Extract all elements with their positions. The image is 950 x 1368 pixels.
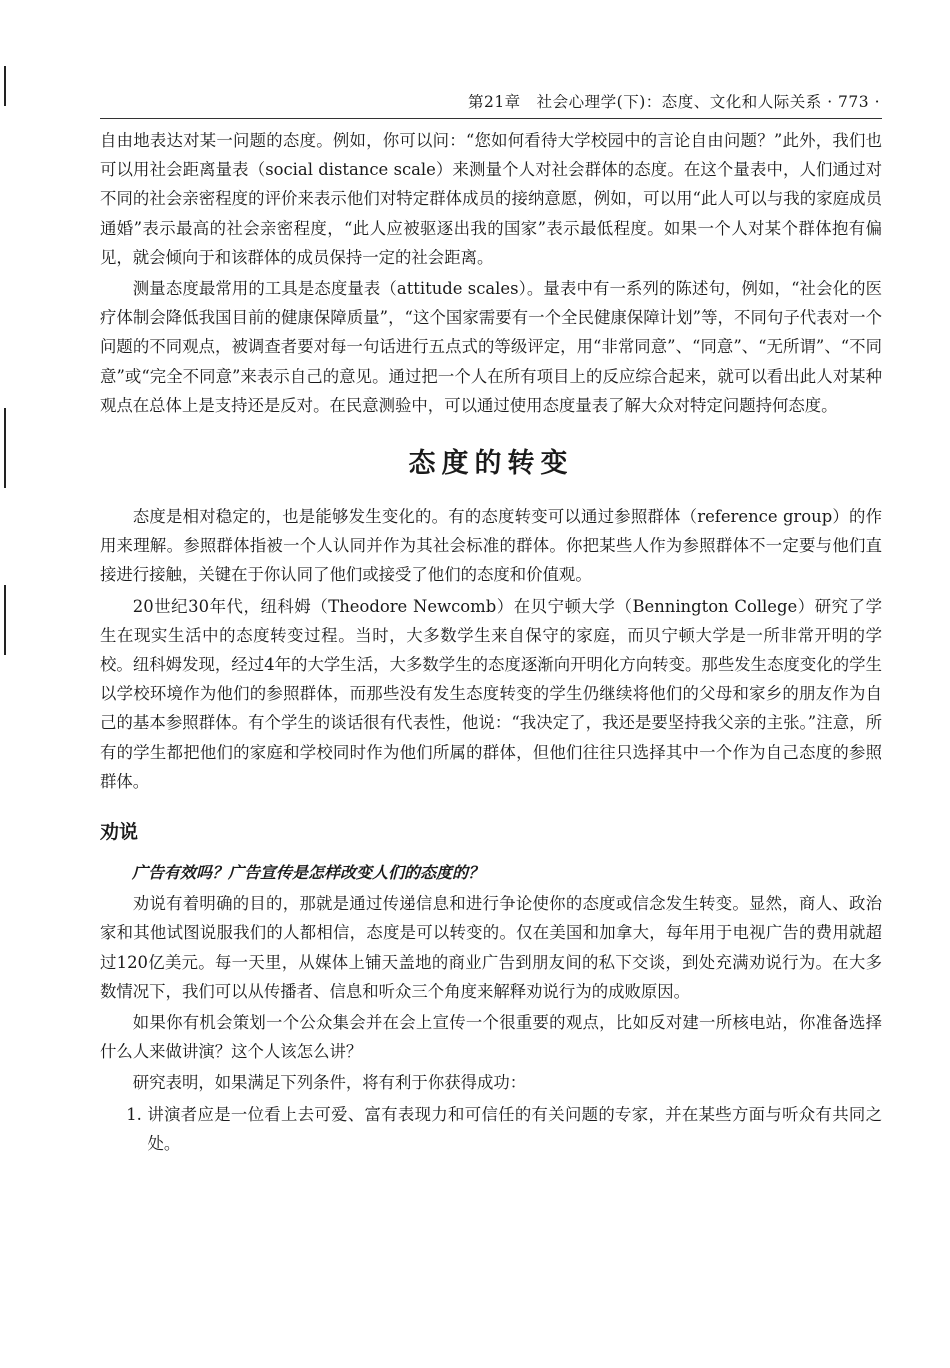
subsection-heading: 劝说 <box>100 821 139 844</box>
paragraph-reference-group: 态度是相对稳定的，也是能够发生变化的。有的态度转变可以通过参照群体（reference group）的作用来理解。参照群体指被一个人认同并作为其社会标准的群体。你把某些人作为参照群体不一定要与他们直接进行接触，关键在于你认同了他们或接受了他们的态度和价值观。 <box>100 507 882 585</box>
guiding-question: 广告有效吗？广告宣传是怎样改变人们的态度的？ <box>132 863 485 883</box>
scan-edge-mark-1 <box>4 66 6 106</box>
paragraph-continued: 自由地表达对某一问题的态度。例如，你可以问：“您如何看待大学校园中的言论自由问题？”此外，我们也可以用社会距离量表（social distance scale）来测量个人对社会群体的态度。在这个量表中，人们通过对不同的社会亲密程度的评价来表示他们对特定群体成员的接纳意愿，例如，可以用“此人可以与我的家庭成员通婚”表示最高的社会亲密程度，“此人应被驱逐出我的国家”表示最低程度。如果一个人对某个群体抱有偏见，就会倾向于和该群体的成员保持一定的社会距离。 <box>100 131 882 267</box>
running-header: 第21章 社会心理学(下)：态度、文化和人际关系 · 773 · <box>467 93 880 111</box>
header-rule <box>100 118 882 119</box>
paragraph-newcomb-study: 20世纪30年代，纽科姆（Theodore Newcomb）在贝宁顿大学（Bennington College）研究了学生在现实生活中的态度转变过程。当时，大多数学生来自保守的家庭，而贝宁顿大学是一所非常开明的学校。纽科姆发现，经过4年的大学生活，大多数学生的态度逐渐向开明化方向转变。那些发生态度变化的学生以学校环境作为他们的参照群体，而那些没有发生态度转变的学生仍继续将他们的父母和家乡的朋友作为自己的基本参照群体。有个学生的谈话很有代表性，他说：“我决定了，我还是要坚持我父亲的主张。”注意，所有的学生都把他们的家庭和学校同时作为他们所属的群体，但他们往往只选择其中一个作为自己态度的参照群体。 <box>100 596 882 791</box>
section-title: 态度的转变 <box>408 448 574 480</box>
scan-edge-mark-3 <box>4 585 6 655</box>
scan-edge-mark-2 <box>4 408 6 488</box>
page-body <box>100 126 882 1158</box>
paragraph-rally: 如果你有机会策划一个公众集会并在会上宣传一个很重要的观点，比如反对建一所核电站，你准备选择什么人来做讲演？这个人该怎么讲？ <box>100 1013 882 1062</box>
paragraph-attitude-scales: 测量态度最常用的工具是态度量表（attitude scales）。量表中有一系列的陈述句，例如，“社会化的医疗体制会降低我国目前的健康保障质量”，“这个国家需要有一个全民健康保障计划”等，不同句子代表对一个问题的不同观点，被调查者要对每一句话进行五点式的等级评定，用“非常同意”、“同意”、“无所谓”、“不同意”或“完全不同意”来表示自己的意见。通过把一个人在所有项目上的反应综合起来，就可以看出此人对某种观点在总体上是支持还是反对。在民意测验中，可以通过使用态度量表了解大众对特定问题持何态度。 <box>100 279 882 415</box>
paragraph-research: 研究表明，如果满足下列条件，将有利于你获得成功： <box>132 1073 527 1093</box>
list-item: 1. 讲演者应是一位看上去可爱、富有表现力和可信任的有关问题的专家，并在某些方面与听众有共同之处。 <box>126 1104 882 1153</box>
paragraph-persuasion: 劝说有着明确的目的，那就是通过传递信息和进行争论使你的态度或信念发生转变。显然，商人、政治家和其他试图说服我们的人都相信，态度是可以转变的。仅在美国和加拿大，每年用于电视广告的费用就超过120亿美元。每一天里，从媒体上铺天盖地的商业广告到朋友间的私下交谈，到处充满劝说行为。在大多数情况下，我们可以从传播者、信息和听众三个角度来解释劝说行为的成败原因。 <box>100 894 882 1001</box>
